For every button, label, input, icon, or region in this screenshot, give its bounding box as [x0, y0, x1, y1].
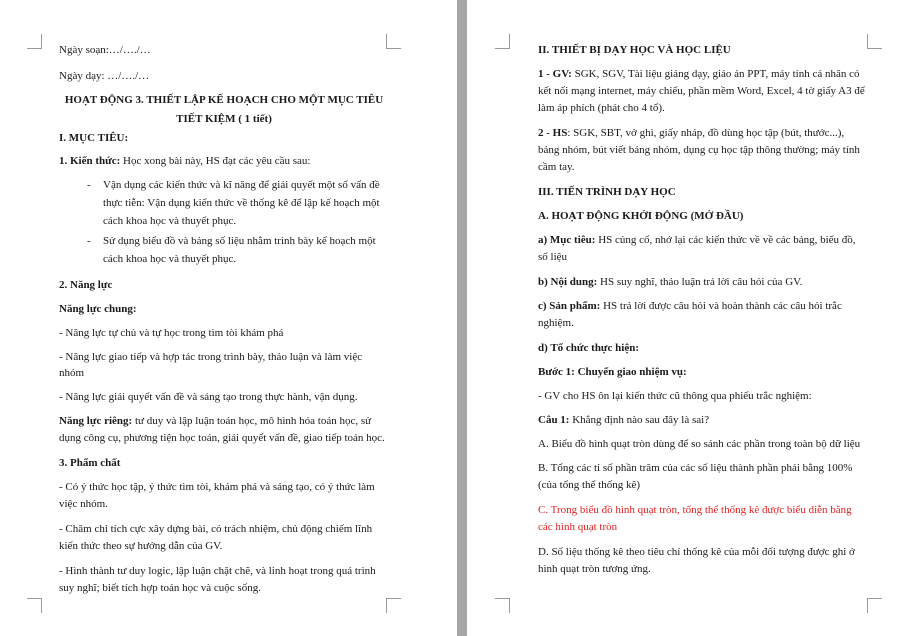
objective-label: a) Mục tiêu:: [538, 234, 596, 246]
crop-mark-bottom-right: [386, 598, 401, 613]
crop-mark-bottom-right: [867, 598, 882, 613]
organization-heading: d) Tổ chức thực hiện:: [538, 342, 640, 354]
lesson-title-line2: TIẾT KIỆM ( 1 tiết): [176, 113, 272, 125]
crop-mark-bottom-left: [495, 598, 510, 613]
product-text: HS trả lời được câu hỏi và hoàn thành các câu hỏi trắc nghiệm.: [538, 300, 842, 329]
knowledge-paragraph: [59, 153, 389, 169]
document-page-left: [0, 0, 457, 636]
content-paragraph: [538, 274, 866, 290]
section-equipment-heading: II. THIẾT BỊ DẠY HỌC VÀ HỌC LIỆU: [538, 44, 731, 56]
knowledge-text: Học xong bài này, HS đạt các yêu cầu sau:: [120, 155, 311, 167]
crop-mark-bottom-left: [27, 598, 42, 613]
page-gap: [457, 0, 467, 636]
option-c-correct: C. Trong biểu đồ hình quạt tròn, tổng thể thống kê được biểu diễn bằng các hình quạt tròn: [538, 504, 852, 533]
question1: [538, 412, 866, 428]
teacher-materials-label: 1 - GV:: [538, 68, 572, 80]
specific-ability-text: tư duy và lập luận toán học, mô hình hóa toán học, sử dụng công cụ, phương tiện học toán, giải quyết vấn đề, giao tiếp toán học.: [59, 415, 385, 444]
student-materials-label: 2 - HS: [538, 127, 568, 139]
specific-ability-label: Năng lực riêng:: [59, 415, 133, 427]
question1-label: Câu 1:: [538, 414, 570, 426]
student-materials-paragraph: [538, 125, 866, 176]
step1-text: - GV cho HS ôn lại kiến thức cũ thông qua phiếu trắc nghiệm:: [538, 390, 812, 402]
left-page-body: [59, 42, 389, 597]
option-b: B. Tổng các tỉ số phần trăm của các số liệu thành phần phải bằng 100% (của tổng thể thống kê): [538, 462, 853, 491]
objective-paragraph: [538, 232, 866, 266]
content-label: b) Nội dung:: [538, 276, 598, 288]
knowledge-bullets: [59, 176, 389, 268]
teacher-materials-text: SGK, SGV, Tài liệu giảng dạy, giáo án PPT, máy tính cá nhân có kết nối mạng internet, máy chiếu, phần mềm Word, Excel, 4 tờ giấy A3 để làm áp phích (phát cho 4 tổ).: [538, 68, 865, 114]
teacher-materials-paragraph: [538, 66, 866, 117]
general-ability-item: - Năng lực giao tiếp và hợp tác trong trình bày, thảo luận và làm việc nhóm: [59, 351, 363, 379]
knowledge-label: 1. Kiến thức:: [59, 155, 121, 167]
question1-text: Khẳng định nào sau đây là sai?: [569, 414, 710, 426]
step1-heading: Bước 1: Chuyển giao nhiệm vụ:: [538, 366, 687, 378]
general-ability-item: - Năng lực giải quyết vấn đề và sáng tạo trong thực hành, vận dụng.: [59, 391, 358, 403]
lesson-title-line1: HOẠT ĐỘNG 3. THIẾT LẬP KẾ HOẠCH CHO MỘT MỤC TIÊU: [64, 94, 384, 106]
knowledge-bullet: - Vận dụng các kiến thức và kĩ năng để giải quyết một số vấn đề thực tiễn: Vận dụng kiến thức về thống kê để lập kế hoạch một cách khoa học và thuyết phục.: [87, 176, 389, 230]
date-taught: Ngày dạy: …/…./…: [59, 70, 150, 82]
product-label: c) Sản phẩm:: [538, 300, 601, 312]
student-materials-text: : SGK, SBT, vở ghi, giấy nháp, đồ dùng học tập (bút, thước...), bảng nhóm, bút viết bảng nhóm, dụng cụ học tập thông thường; máy tính cầm tay.: [538, 127, 860, 173]
option-a: A. Biểu đồ hình quạt tròn dùng để so sánh các phần trong toàn bộ dữ liệu: [538, 438, 861, 450]
crop-mark-top-left: [27, 34, 42, 49]
crop-mark-top-left: [495, 34, 510, 49]
section-process-heading: III. TIẾN TRÌNH DẠY HỌC: [538, 186, 676, 198]
right-page-body: [538, 42, 866, 578]
ability-heading: 2. Năng lực: [59, 279, 113, 291]
activity-a-heading: A. HOẠT ĐỘNG KHỞI ĐỘNG (MỞ ĐẦU): [538, 210, 744, 222]
knowledge-bullet: - Sử dụng biểu đồ và bảng số liệu nhằm trình bày kế hoạch một cách khoa học và thuyết phục.: [87, 232, 389, 268]
quality-item: - Có ý thức học tập, ý thức tìm tòi, khám phá và sáng tạo, có ý thức làm việc nhóm.: [59, 481, 375, 510]
general-ability-item: - Năng lực tự chủ và tự học trong tìm tòi khám phá: [59, 327, 284, 339]
general-ability-heading: Năng lực chung:: [59, 303, 137, 315]
date-prepared: Ngày soạn:…/…./…: [59, 44, 151, 56]
product-paragraph: [538, 298, 866, 332]
section-objectives-heading: I. MỤC TIÊU:: [59, 132, 129, 144]
quality-heading: 3. Phẩm chất: [59, 457, 121, 469]
quality-item: - Chăm chỉ tích cực xây dựng bài, có trách nhiệm, chủ động chiếm lĩnh kiến thức theo sự hướng dẫn của GV.: [59, 523, 373, 552]
specific-ability-paragraph: [59, 413, 389, 447]
option-d: D. Số liệu thống kê theo tiêu chí thống kê của mỗi đối tượng được ghi ở hình quạt tròn tương ứng.: [538, 546, 855, 575]
objective-text: HS củng cố, nhớ lại các kiến thức về về các bảng, biểu đồ, số liệu: [538, 234, 856, 263]
crop-mark-top-right: [867, 34, 882, 49]
content-text: HS suy nghĩ, thảo luận trả lời câu hỏi của GV.: [597, 276, 803, 288]
document-page-right: [467, 0, 916, 636]
quality-item: - Hình thành tư duy logic, lập luận chặt chẽ, và linh hoạt trong quá trình suy nghĩ; biết tích hợp toán học và cuộc sống.: [59, 565, 376, 594]
